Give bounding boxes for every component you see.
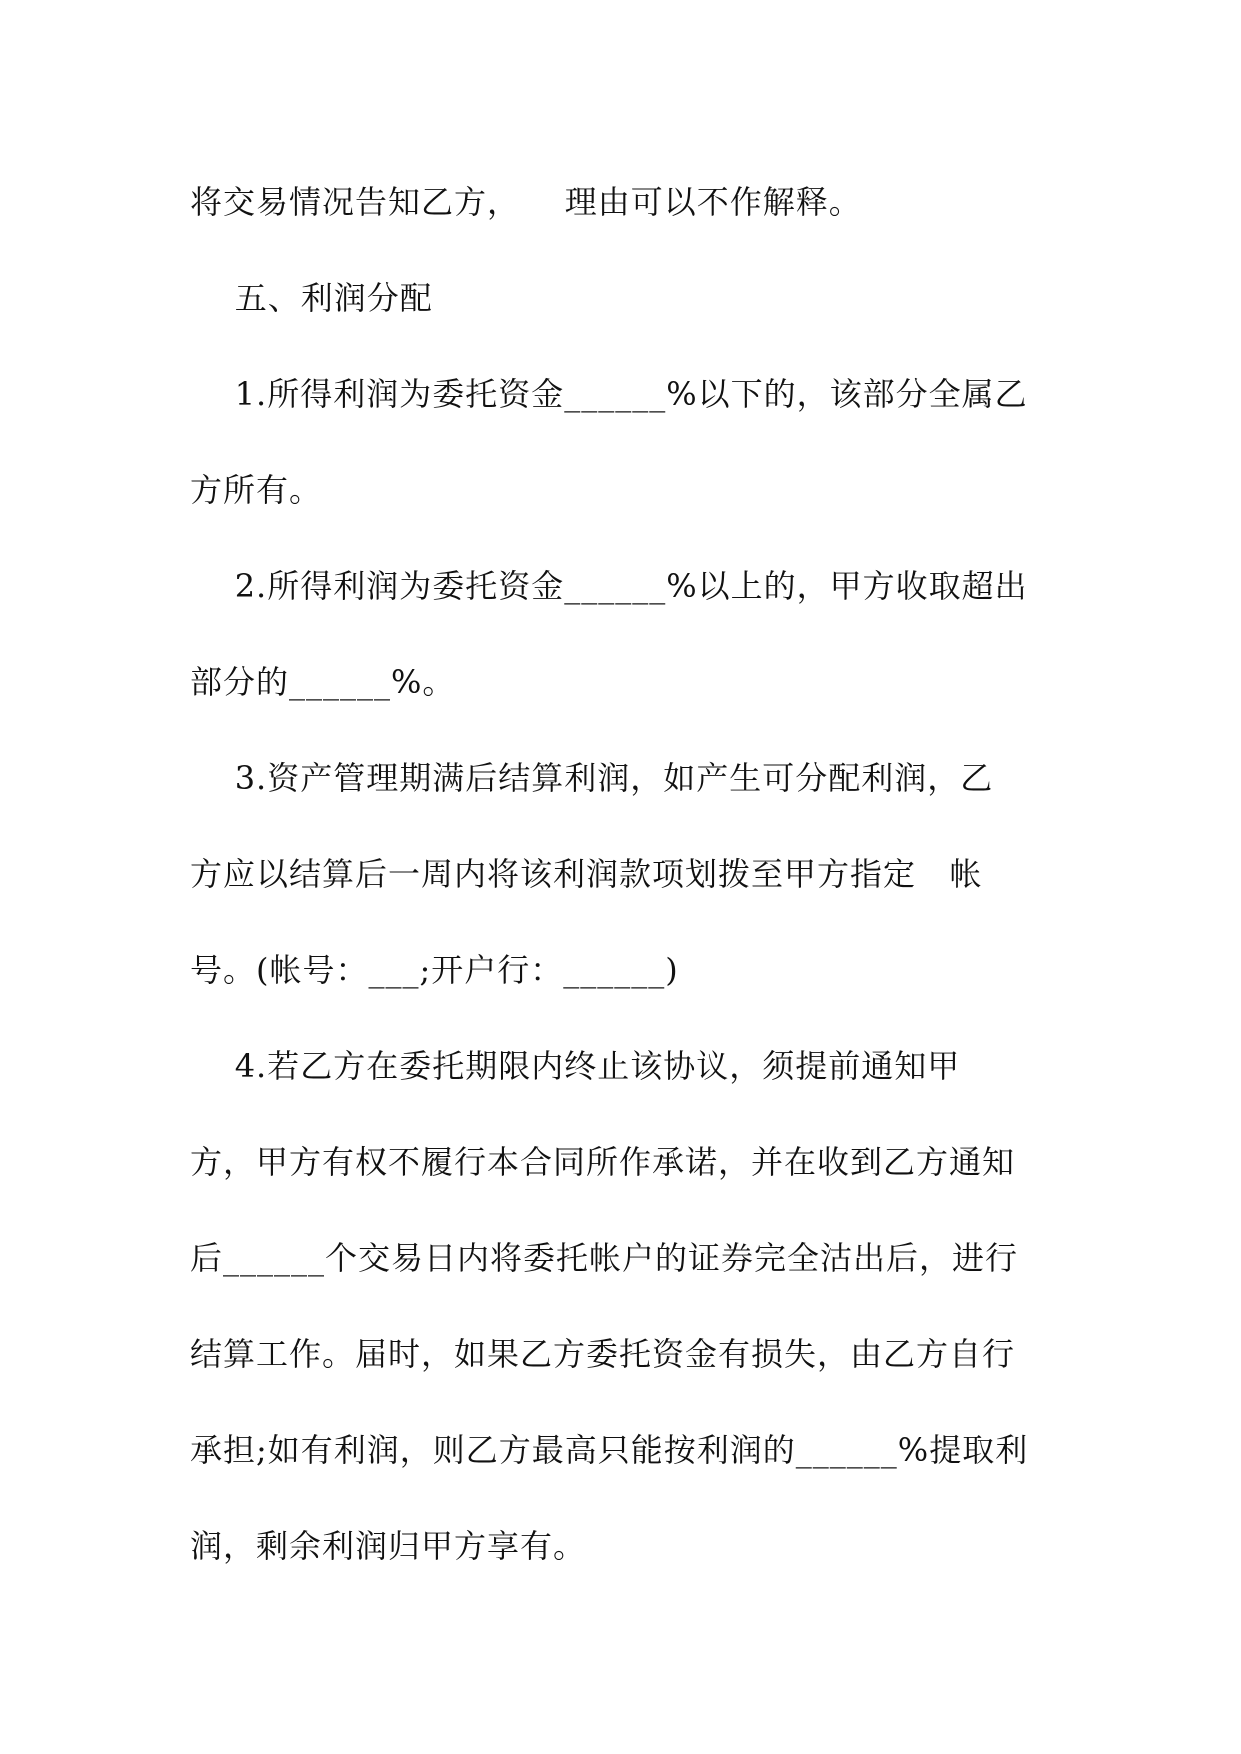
clause-4-line-1: 4.若乙方在委托期限内终止该协议，须提前通知甲	[190, 1047, 961, 1085]
section-heading-profit-distribution: 五、利润分配	[190, 279, 433, 317]
clause-1-line-2: 方所有。	[190, 471, 323, 509]
clause-3-line-2: 方应以结算后一周内将该利润款项划拨至甲方指定 帐	[190, 855, 983, 893]
clause-4-line-2: 方，甲方有权不履行本合同所作承诺，并在收到乙方通知	[190, 1143, 1016, 1181]
clause-3-line-3: 号。(帐号：___;开户行：______)	[190, 951, 679, 989]
clause-2-line-1: 2.所得利润为委托资金______%以上的，甲方收取超出	[190, 567, 1028, 605]
clause-1-line-1: 1.所得利润为委托资金______%以下的，该部分全属乙	[190, 375, 1028, 413]
clause-4-line-5: 承担;如有利润，则乙方最高只能按利润的______%提取利	[190, 1431, 1029, 1469]
clause-4-line-3: 后______个交易日内将委托帐户的证券完全沽出后，进行	[190, 1239, 1019, 1277]
text-line-1: 将交易情况告知乙方， 理由可以不作解释。	[190, 183, 862, 221]
clause-3-line-1: 3.资产管理期满后结算利润，如产生可分配利润，乙	[190, 759, 994, 797]
clause-4-line-6: 润，剩余利润归甲方享有。	[190, 1527, 587, 1565]
clause-4-line-4: 结算工作。届时，如果乙方委托资金有损失，由乙方自行	[190, 1335, 1016, 1373]
clause-2-line-2: 部分的______%。	[190, 663, 456, 701]
